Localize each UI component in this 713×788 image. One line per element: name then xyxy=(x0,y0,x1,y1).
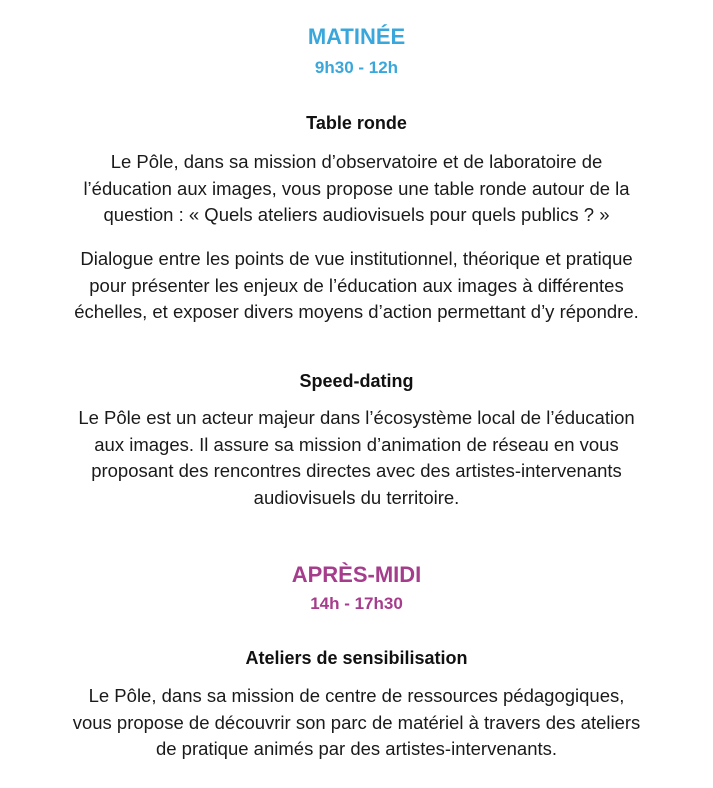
text-line: l’éducation aux images, vous propose une table ronde autour de la xyxy=(83,177,630,199)
text-line: question : « Quels ateliers audiovisuels pour quels publics ? » xyxy=(103,204,610,225)
table-ronde-paragraph-1 xyxy=(30,149,683,229)
matinee-time: 9h30 - 12h xyxy=(314,58,399,77)
table-ronde-paragraph-2 xyxy=(20,246,693,326)
text-line: proposant des rencontres directes avec des artistes-intervenants xyxy=(91,460,622,481)
text-line: Le Pôle, dans sa mission d’observatoire et de laboratoire de xyxy=(110,151,603,172)
text-line: vous propose de découvrir son parc de matériel à travers des ateliers xyxy=(72,711,641,733)
speed-dating-heading: Speed-dating xyxy=(299,371,414,391)
matinee-heading: MATINÉE xyxy=(307,24,406,49)
text-line: aux images. Il assure sa mission d’animation de réseau en vous xyxy=(94,433,619,455)
table-ronde-heading: Table ronde xyxy=(306,113,407,133)
text-line: Dialogue entre les points de vue institutionnel, théorique et pratique xyxy=(80,248,633,269)
speed-dating-paragraph xyxy=(30,405,683,511)
text-line: Le Pôle est un acteur majeur dans l’écosystème local de l’éducation xyxy=(78,407,635,428)
text-line: échelles, et exposer divers moyens d’action permettant d’y répondre. xyxy=(74,301,639,322)
text-line: pour présenter les enjeux de l’éducation aux images à différentes xyxy=(89,274,624,296)
text-line: Le Pôle, dans sa mission de centre de ressources pédagogiques, xyxy=(88,685,625,706)
apres-midi-heading: APRÈS-MIDI xyxy=(291,562,422,587)
text-line: de pratique animés par des artistes-intervenants. xyxy=(155,738,558,759)
ateliers-heading: Ateliers de sensibilisation xyxy=(245,648,468,668)
text-line: audiovisuels du territoire. xyxy=(253,486,460,508)
apres-midi-time: 14h - 17h30 xyxy=(310,594,403,613)
ateliers-paragraph xyxy=(20,683,693,763)
